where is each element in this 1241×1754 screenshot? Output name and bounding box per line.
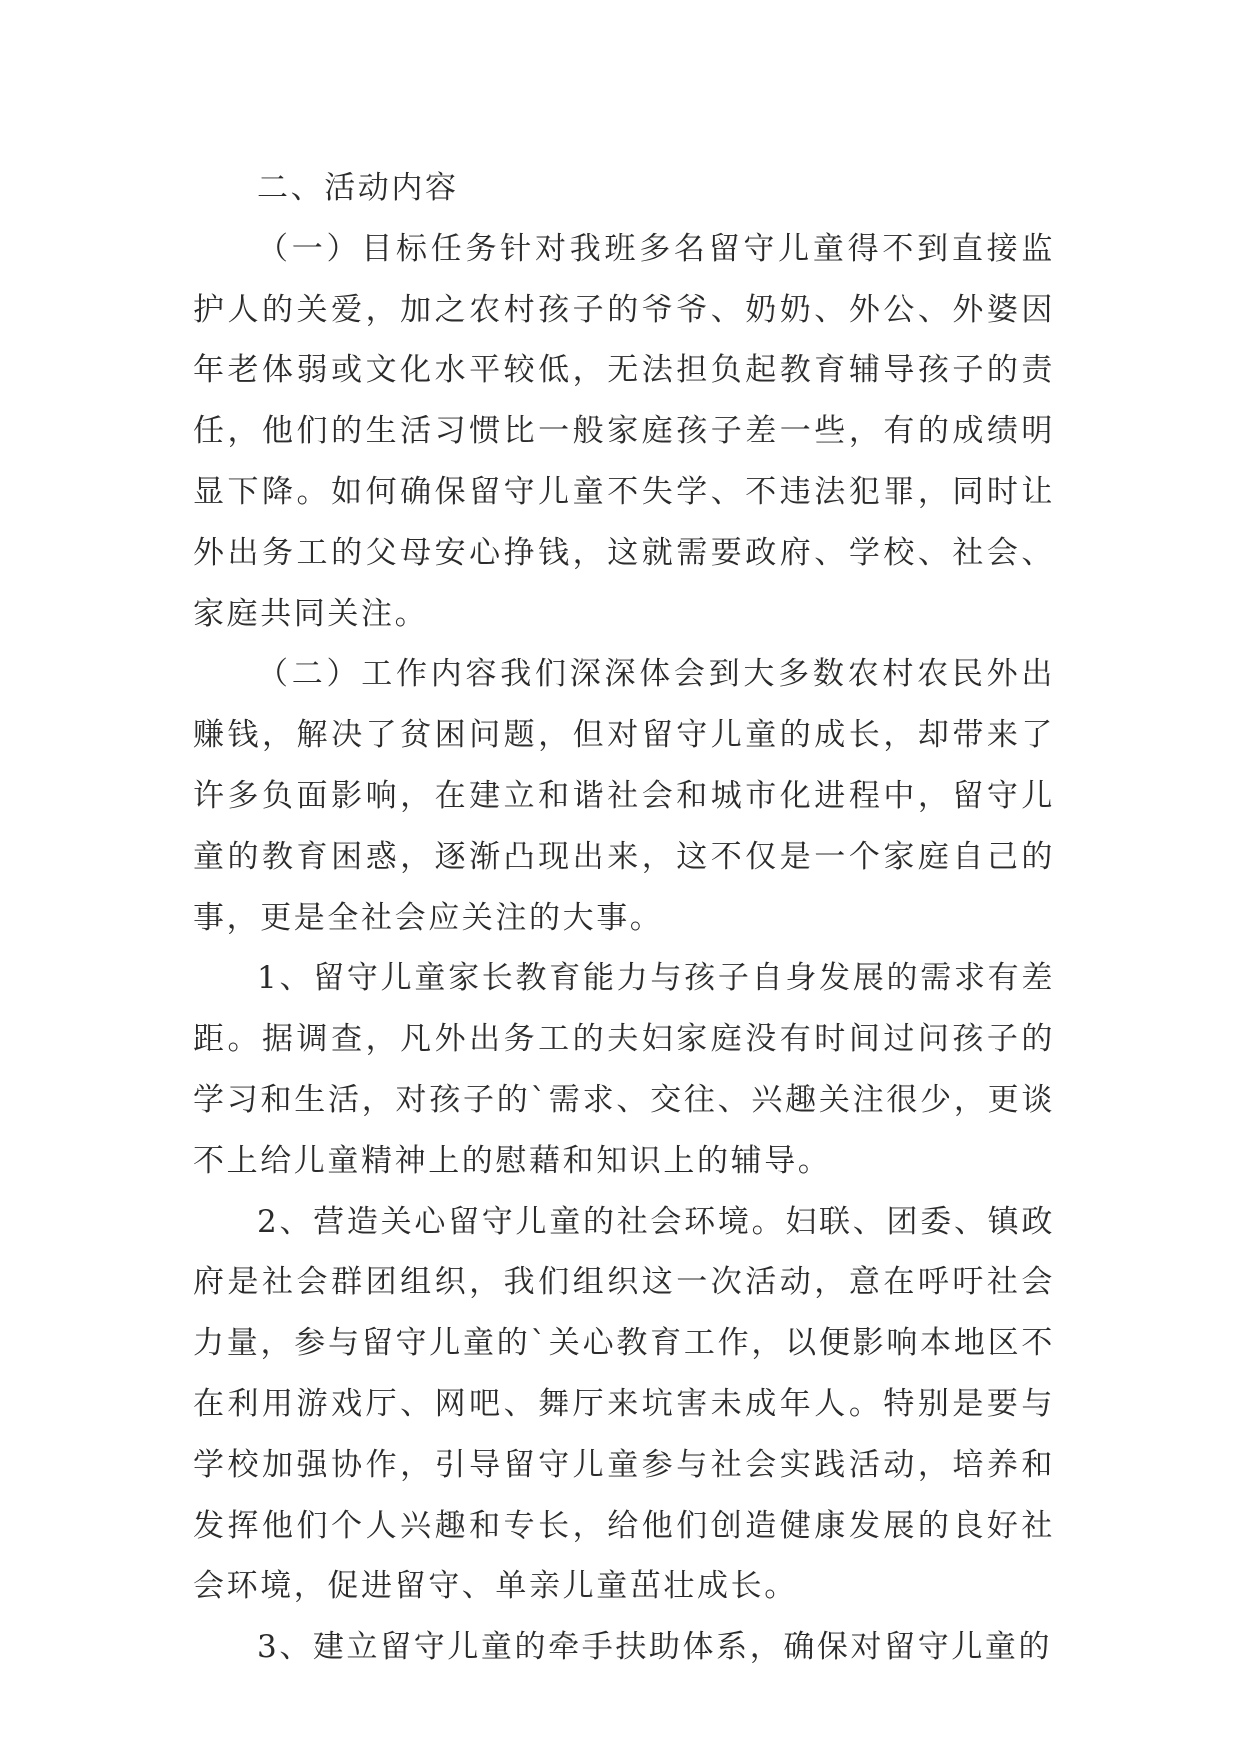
document-body [193,158,1055,1678]
paragraph-item-2: 2、营造关心留守儿童的社会环境。妇联、团委、镇政府是社会群团组织，我们组织这一次活动，意在呼吁社会力量，参与留守儿童的`关心教育工作，以便影响本地区不在利用游戏厅、网吧、舞厅来坑害未成年人。特别是要与学校加强协作，引导留守儿童参与社会实践活动，培养和发挥他们个人兴趣和专长，给他们创造健康发展的良好社会环境，促进留守、单亲儿童茁壮成长。 [193,1203,1055,1605]
paragraph-work-content: （二）工作内容我们深深体会到大多数农村农民外出赚钱，解决了贫困问题，但对留守儿童的成长，却带来了许多负面影响，在建立和谐社会和城市化进程中，留守儿童的教育困惑，逐渐凸现出来，这不仅是一个家庭自己的事，更是全社会应关注的大事。 [193,656,1055,936]
section-heading: 二、活动内容 [257,170,459,206]
paragraph-item-3: 3、建立留守儿童的牵手扶助体系，确保对留守儿童的 [257,1629,1053,1666]
paragraph-item-1: 1、留守儿童家长教育能力与孩子自身发展的需求有差距。据调查，凡外出务工的夫妇家庭没有时间过问孩子的学习和生活，对孩子的`需求、交往、兴趣关注很少，更谈不上给儿童精神上的慰藉和知识上的辅导。 [193,960,1055,1179]
paragraph-objective: （一）目标任务针对我班多名留守儿童得不到直接监护人的关爱，加之农村孩子的爷爷、奶奶、外公、外婆因年老体弱或文化水平较低，无法担负起教育辅导孩子的责任，他们的生活习惯比一般家庭孩子差一些，有的成绩明显下降。如何确保留守儿童不失学、不违法犯罪，同时让外出务工的父母安心挣钱，这就需要政府、学校、社会、家庭共同关注。 [193,230,1055,632]
